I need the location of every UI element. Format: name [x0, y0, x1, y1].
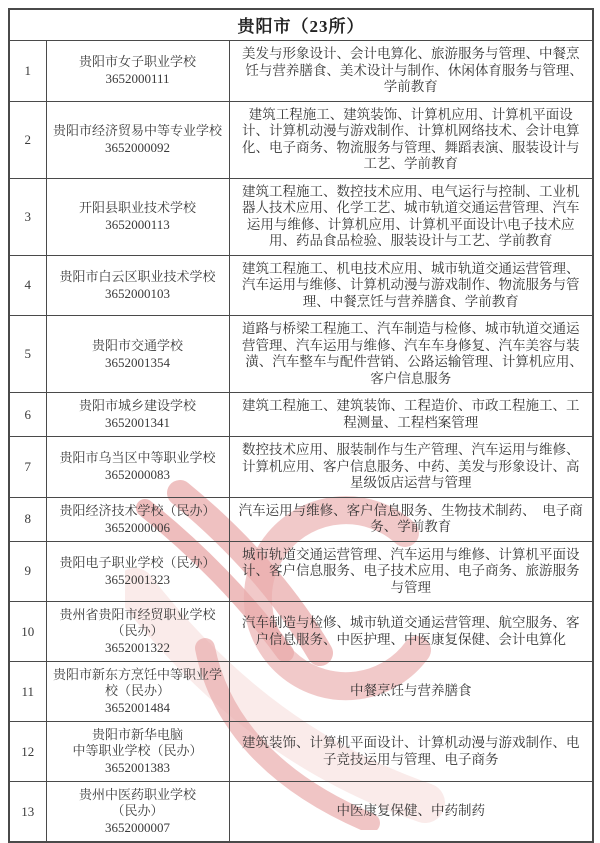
majors-cell: 建筑装饰、计算机平面设计、计算机动漫与游戏制作、电子竞技运用与管理、电子商务: [229, 722, 593, 782]
school-code: 3652000103: [105, 285, 170, 301]
school-name: [49, 667, 227, 699]
majors-cell: 中餐烹饪与营养膳食: [229, 662, 593, 722]
school-name-line: 贵阳电子职业学校（民办）: [59, 554, 216, 570]
school-name: [49, 503, 227, 519]
table-body: [9, 41, 593, 843]
school-name-line: 贵州省贵阳市经贸职业学校: [59, 607, 216, 622]
row-number: 3: [9, 178, 46, 255]
school-name-line: 贵阳市交通学校: [91, 337, 183, 353]
school-code: 3652000111: [105, 71, 170, 87]
school-name-line: 贵阳市乌当区中等职业学校: [59, 450, 216, 466]
row-number: 7: [9, 437, 46, 498]
school-name-line: 贵阳市城乡建设学校: [78, 398, 196, 413]
row-number: 13: [9, 782, 46, 843]
school-cell: [46, 316, 229, 393]
row-number: 2: [9, 101, 46, 178]
school-cell: [46, 101, 229, 178]
school-name-line: （民办）: [111, 803, 164, 818]
school-cell: [46, 782, 229, 843]
row-number: 1: [9, 41, 46, 102]
row-number: 5: [9, 316, 46, 393]
majors-cell: 建筑工程施工、数控技术应用、电气运行与控制、工业机器人技术应用、化学工艺、城市轨道交通运营管理、汽车运用与维修、计算机应用、计算机平面设计\电子技术应用、药品食品检验、服装设计与工艺、学前教育: [229, 178, 593, 255]
school-table: [8, 8, 594, 843]
school-code: 3652001484: [105, 700, 170, 715]
school-cell: [46, 178, 229, 255]
table-row: [9, 541, 593, 602]
row-number: 8: [9, 497, 46, 541]
school-name: [49, 727, 227, 759]
row-number: 12: [9, 722, 46, 782]
title-row: [9, 9, 593, 41]
school-name-line: （民办）: [111, 623, 164, 638]
majors-cell: 美发与形象设计、会计电算化、旅游服务与管理、中餐烹饪与营养膳食、美术设计与制作、休闲体育服务与管理、 学前教育: [229, 41, 593, 102]
school-cell: [46, 255, 229, 316]
school-cell: [46, 662, 229, 722]
school-name-line: 贵阳市新华电脑: [91, 727, 183, 742]
school-code: 3652000006: [105, 519, 170, 535]
majors-cell: 汽车制造与检修、城市轨道交通运营管理、航空服务、客户信息服务、中医护理、中医康复保健、会计电算化: [229, 602, 593, 662]
table-row: [9, 316, 593, 393]
school-name: [49, 54, 227, 70]
school-name-line: 开阳县职业技术学校: [78, 200, 196, 215]
school-code: 3652000083: [105, 467, 170, 483]
school-name-line: 贵阳市经济贸易中等专业学校: [52, 123, 222, 138]
table-row: [9, 101, 593, 178]
table-row: [9, 393, 593, 437]
school-code: 3652001322: [105, 640, 170, 655]
table-row: [9, 722, 593, 782]
school-cell: [46, 393, 229, 437]
school-name: [49, 555, 227, 571]
school-name-line: 贵州中医药职业学校: [78, 787, 196, 802]
school-cell: [46, 602, 229, 662]
table-row: [9, 602, 593, 662]
school-code: 3652000113: [105, 217, 170, 232]
school-name-line: 贵阳市女子职业学校: [78, 54, 196, 70]
school-name: [49, 123, 227, 139]
school-name-line: 贵阳市白云区职业技术学校: [59, 268, 216, 284]
school-cell: [46, 722, 229, 782]
school-cell: [46, 437, 229, 498]
school-code: 3652001354: [105, 354, 170, 370]
row-number: 4: [9, 255, 46, 316]
row-number: 10: [9, 602, 46, 662]
table-row: [9, 497, 593, 541]
school-code: 3652000092: [105, 140, 170, 155]
row-number: 9: [9, 541, 46, 602]
majors-cell: 建筑工程施工、机电技术应用、城市轨道交通运营管理、汽车运用与维修、计算机动漫与游戏制作、物流服务与管理、中餐烹饪与营养膳食、学前教育: [229, 255, 593, 316]
school-cell: [46, 41, 229, 102]
school-code: 3652000007: [105, 820, 170, 835]
row-number: 6: [9, 393, 46, 437]
school-cell: [46, 541, 229, 602]
majors-cell: 中医康复保健、中药制药: [229, 782, 593, 843]
school-name: [49, 269, 227, 285]
table-row: [9, 782, 593, 843]
table-row: [9, 178, 593, 255]
majors-cell: 城市轨道交通运营管理、汽车运用与维修、计算机平面设计、客户信息服务、电子技术应用、电子商务、旅游服务与管理: [229, 541, 593, 602]
majors-cell: 数控技术应用、服装制作与生产管理、汽车运用与维修、计算机应用、客户信息服务、中药、美发与形象设计、高星级饭店运营与管理: [229, 437, 593, 498]
table-row: [9, 437, 593, 498]
majors-cell: 建筑工程施工、建筑装饰、计算机应用、计算机平面设计、计算机动漫与游戏制作、计算机网络技术、会计电算化、电子商务、物流服务与管理、舞蹈表演、服装设计与工艺、学前教育: [229, 101, 593, 178]
table-row: [9, 41, 593, 102]
school-name-line: 贵阳经济技术学校（民办）: [59, 502, 216, 518]
school-name-line: 贵阳市新东方烹饪中等职业学校（民办）: [52, 667, 222, 698]
school-code: 3652001323: [105, 571, 170, 587]
school-name: [49, 607, 227, 639]
table-row: [9, 662, 593, 722]
majors-cell: 建筑工程施工、建筑装饰、工程造价、市政工程施工、工程测量、工程档案管理: [229, 393, 593, 437]
school-name: [49, 398, 227, 414]
majors-cell: 道路与桥梁工程施工、汽车制造与检修、城市轨道交通运营管理、汽车运用与维修、汽车车身修复、汽车美容与装潢、汽车整车与配件营销、公路运输管理、计算机应用、 客户信息服务: [229, 316, 593, 393]
school-name: [49, 200, 227, 216]
row-number: 11: [9, 662, 46, 722]
school-code: 3652001341: [105, 415, 170, 430]
majors-cell: 汽车运用与维修、客户信息服务、生物技术制药、 电子商务、学前教育: [229, 497, 593, 541]
school-name-line: 中等职业学校（民办）: [72, 743, 203, 758]
school-cell: [46, 497, 229, 541]
school-code: 3652001383: [105, 760, 170, 775]
table-title: 贵阳市（23所）: [9, 9, 593, 41]
school-name: [49, 787, 227, 819]
school-name: [49, 338, 227, 354]
table-row: [9, 255, 593, 316]
school-name: [49, 450, 227, 466]
